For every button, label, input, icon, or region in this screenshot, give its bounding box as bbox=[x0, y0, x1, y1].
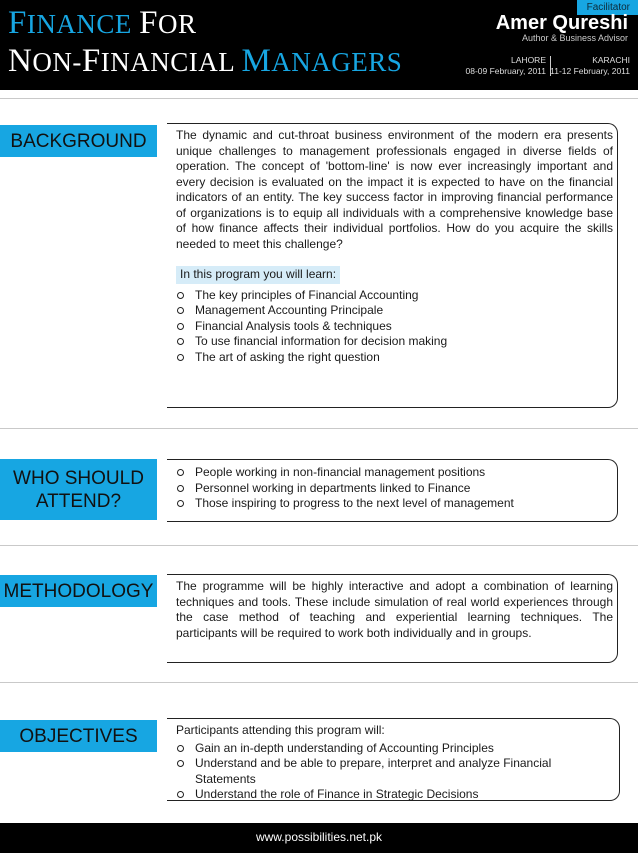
title-for: FOR bbox=[139, 5, 197, 41]
section-label-who-should-attend bbox=[0, 459, 157, 520]
who-label-line-2: ATTEND? bbox=[35, 490, 122, 512]
header-banner bbox=[0, 0, 638, 90]
objectives-box bbox=[167, 718, 620, 801]
list-item: To use financial information for decision making bbox=[176, 334, 613, 350]
venue-city: LAHORE bbox=[511, 55, 546, 65]
methodology-text: The programme will be highly interactive and adopt a combination of learning techniques and tools. These include simulation of real world experiences through the case method of teaching and experiential learning techniques. The participants will be required to work both individually and in groups. bbox=[176, 579, 613, 640]
venue-city: KARACHI bbox=[592, 55, 630, 65]
objectives-lead: Participants attending this program will: bbox=[176, 723, 385, 737]
footer-bar bbox=[0, 823, 638, 853]
venue-karachi bbox=[550, 55, 630, 77]
section-label-methodology: METHODOLOGY bbox=[0, 575, 157, 607]
background-text: The dynamic and cut-throat business environment of the modern era presents unique challenges to management professionals engaged in diverse fields of operation. The concept of 'bottom-line' is now ever increasingly important and every decision is evaluated on the impact it is expected to have on the financial indicators of an entity. The key success factor in improving financial performance of organizations is to equip all individuals with a comprehensive knowledge base of how finance affects their individual portfolios. How do you acquire the skills needed to meet this challenge? bbox=[176, 128, 613, 251]
title-non-financial: NON-FINANCIAL bbox=[8, 43, 235, 79]
list-item: Understand the role of Finance in Strategic Decisions bbox=[176, 787, 615, 803]
title-managers: MANAGERS bbox=[241, 43, 403, 79]
background-box bbox=[167, 123, 618, 408]
title-finance: FINANCE bbox=[8, 5, 132, 41]
methodology-box bbox=[167, 574, 618, 663]
list-item: Those inspiring to progress to the next level of management bbox=[176, 496, 613, 512]
learn-lead: In this program you will learn: bbox=[176, 266, 340, 284]
footer-website-link[interactable]: www.possibilities.net.pk bbox=[255, 830, 383, 844]
objectives-list bbox=[176, 741, 615, 803]
list-item: The art of asking the right question bbox=[176, 350, 613, 366]
audience-list bbox=[176, 465, 613, 512]
divider bbox=[0, 545, 638, 546]
list-item: People working in non-financial management positions bbox=[176, 465, 613, 481]
facilitator-tag: Facilitator bbox=[577, 0, 638, 15]
who-label-line-1: WHO SHOULD bbox=[13, 467, 144, 489]
learn-list bbox=[176, 288, 613, 366]
divider bbox=[0, 682, 638, 683]
section-label-background: BACKGROUND bbox=[0, 125, 157, 157]
list-item: Personnel working in departments linked to Finance bbox=[176, 481, 613, 497]
title-line-2 bbox=[8, 43, 403, 79]
venue-dates: 11-12 February, 2011 bbox=[550, 66, 630, 76]
list-item: Financial Analysis tools & techniques bbox=[176, 319, 613, 335]
divider bbox=[0, 98, 638, 99]
facilitator-role: Author & Business Advisor bbox=[521, 33, 628, 43]
who-should-attend-box bbox=[167, 459, 618, 522]
facilitator-name: Amer Qureshi bbox=[495, 12, 628, 34]
list-item: The key principles of Financial Accounting bbox=[176, 288, 613, 304]
divider bbox=[0, 428, 638, 429]
section-label-objectives: OBJECTIVES bbox=[0, 720, 157, 752]
venue-lahore bbox=[466, 55, 546, 77]
list-item: Gain an in-depth understanding of Accounting Principles bbox=[176, 741, 615, 757]
list-item: Understand and be able to prepare, interpret and analyze Financial Statements bbox=[176, 756, 615, 787]
venue-dates: 08-09 February, 2011 bbox=[465, 66, 546, 76]
title-line-1 bbox=[8, 5, 197, 41]
list-item: Management Accounting Principale bbox=[176, 303, 613, 319]
